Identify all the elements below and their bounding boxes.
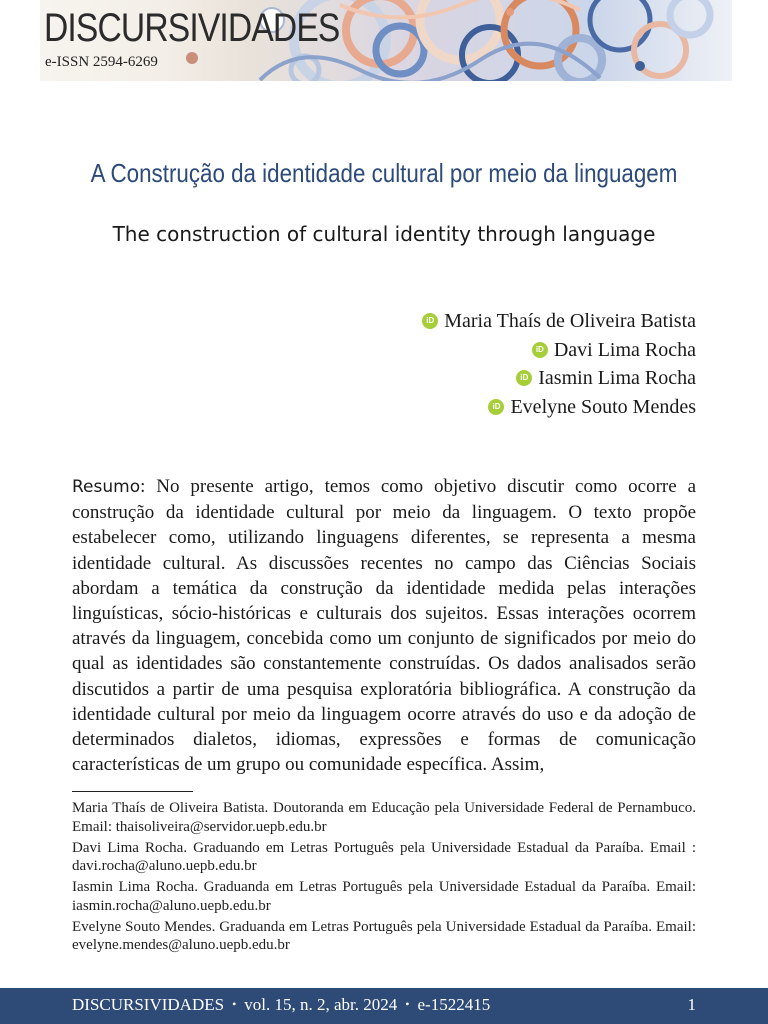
orcid-icon[interactable]: iD: [488, 399, 504, 415]
footer-article-id: e-1522415: [417, 995, 491, 1014]
footnote: Evelyne Souto Mendes. Graduanda em Letras Português pela Universidade Estadual da Paraíba. Email: evelyne.mendes@aluno.uepb.edu.br: [72, 918, 696, 953]
author-item: [422, 364, 696, 393]
author-name: Evelyne Souto Mendes: [510, 395, 696, 418]
orcid-icon[interactable]: iD: [422, 313, 438, 329]
author-list: [422, 307, 696, 421]
footer-citation: [72, 995, 490, 1015]
footnote: Davi Lima Rocha. Graduando em Letras Português pela Universidade Estadual da Paraíba. Email : davi.rocha@aluno.uepb.edu.br: [72, 839, 696, 874]
author-name: Davi Lima Rocha: [553, 338, 696, 361]
footnotes: [72, 799, 696, 957]
page-number: 1: [687, 995, 696, 1014]
issn: e-ISSN 2594-6269: [45, 54, 158, 70]
footnote: Maria Thaís de Oliveira Batista. Doutoranda em Educação pela Universidade Federal de Pernambuco. Email: thaisoliveira@servidor.uepb.edu.br: [72, 800, 696, 835]
journal-name: DISCURSIVIDADES: [44, 6, 340, 50]
footer-separator: •: [405, 997, 410, 1011]
abstract-label: Resumo: [72, 477, 141, 497]
author-item: [422, 307, 696, 336]
author-item: [422, 336, 696, 365]
page-footer: [0, 988, 768, 1024]
footer-volume: vol. 15, n. 2, abr. 2024: [244, 995, 398, 1014]
author-item: [422, 393, 696, 422]
author-name: Iasmin Lima Rocha: [538, 367, 696, 389]
orcid-icon[interactable]: iD: [532, 342, 548, 358]
article-title-pt: A Construção da identidade cultural por meio da linguagem: [90, 158, 678, 188]
abstract: [72, 474, 696, 777]
footnote: Iasmin Lima Rocha. Graduanda em Letras Português pela Universidade Estadual da Paraíba. Email: iasmin.rocha@aluno.uepb.edu.br: [72, 879, 696, 914]
abstract-text: : No presente artigo, temos como objetivo discutir como ocorre a construção da identidade cultural por meio da linguagem. O texto propõe estabelecer como, utilizando linguagens diferentes, se representa a mesma identidade cultural. As discussões recentes no campo das Ciências Sociais abordam a temática da construção da identidade medida pelas interações linguísticas, sócio-históricas e culturais dos sujeitos. Essas interações ocorrem através da linguagem, concebida como um conjunto de significados por meio do qual as identidades são constantemente construídas. Os dados analisados serão discutidos a partir de uma pesquisa exploratória bibliográfica. A construção da identidade cultural por meio da linguagem ocorre através do uso e da adoção de determinados dialetos, idiomas, expressões e formas de comunicação características de um grupo ou comunidade específica. Assim,: [72, 476, 696, 776]
orcid-icon[interactable]: iD: [516, 370, 532, 386]
author-name: Maria Thaís de Oliveira Batista: [444, 310, 696, 332]
footnote-divider: [72, 791, 193, 792]
footer-separator: •: [232, 997, 237, 1011]
article-title-en: The construction of cultural identity through language: [112, 222, 656, 246]
footer-journal: DISCURSIVIDADES: [72, 995, 225, 1014]
journal-banner: [40, 0, 732, 81]
